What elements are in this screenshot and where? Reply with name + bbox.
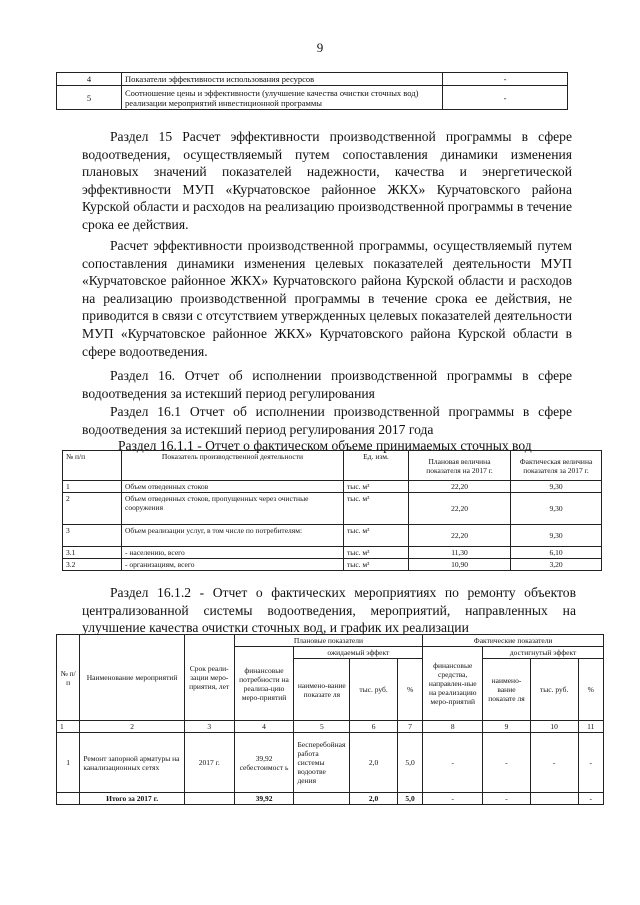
table-cell (184, 793, 234, 805)
header-cell: Плановые показатели (234, 635, 423, 647)
table-cell: 9,30 (511, 481, 602, 493)
table-row (57, 733, 604, 793)
table-cell: 6,10 (511, 547, 602, 559)
table-cell: - (530, 733, 578, 793)
table-cell: - (423, 793, 483, 805)
table-cell: Объем отведенных стоков, пропущенных через очистные сооружения (122, 493, 344, 525)
header-cell: финансовые потребности на реализа-цию меро-приятий (234, 647, 294, 721)
table-cell: 11,30 (409, 547, 511, 559)
table-cell: 3.1 (63, 547, 122, 559)
table-cell: 39,92 себестоимост ь (234, 733, 294, 793)
table-cell: 2 (63, 493, 122, 525)
table-cell (57, 793, 80, 805)
table-cell: 9 (483, 721, 531, 733)
table-cell: - населению, всего (122, 547, 344, 559)
header-cell: наимено-вание показате ля (294, 659, 350, 721)
header-cell: тыс. руб. (530, 659, 578, 721)
table-cell: 2,0 (350, 733, 398, 793)
table-cell: 22,20 (409, 481, 511, 493)
table-cell: тыс. м³ (344, 547, 409, 559)
table-cell: Ремонт запорной арматуры на канализационных сетях (80, 733, 185, 793)
table-cell: 1 (57, 733, 80, 793)
table-cell: 11 (578, 721, 603, 733)
table-cell: 1 (63, 481, 122, 493)
table-cell (530, 793, 578, 805)
table-cell: 4 (57, 73, 122, 86)
table-cell: тыс. м³ (344, 481, 409, 493)
header-cell: Плановая величина показателя на 2017 г. (409, 451, 511, 481)
header-cell: финансовые средства, направлен-ные на реализацию меро-приятий (423, 647, 483, 721)
table-cell: Показатели эффективности использования ресурсов (122, 73, 443, 86)
table-row (63, 481, 602, 493)
table-cell: 39,92 (234, 793, 294, 805)
table-cell: 3,20 (511, 559, 602, 571)
wastewater-volume-table (62, 450, 602, 571)
table-cell: тыс. м³ (344, 525, 409, 547)
table-row (57, 73, 568, 86)
section-16-1-1-heading: Раздел 16.1.1 - Отчет о фактическом объеме принимаемых сточных вод (118, 438, 532, 453)
table-cell: - (423, 733, 483, 793)
header-cell: Ед. изм. (344, 451, 409, 481)
table-cell: 5 (57, 86, 122, 110)
table-cell (294, 793, 350, 805)
table-cell: - (578, 733, 603, 793)
header-cell: Наименование мероприятий (80, 635, 185, 721)
table-cell: 2 (80, 721, 185, 733)
header-cell: % (578, 659, 603, 721)
header-cell: % (397, 659, 422, 721)
section-16-heading: Раздел 16. Отчет об исполнении производственной программы в сфере водоотведения за истекший период регулирования (82, 368, 572, 401)
indicators-table (56, 72, 568, 110)
table-cell: Итого за 2017 г. (80, 793, 185, 805)
table-row (63, 525, 602, 547)
table-cell: Бесперебойная работа системы водоотве дения (294, 733, 350, 793)
table-cell: тыс. м³ (344, 493, 409, 525)
table-cell: 5,0 (397, 733, 422, 793)
table-cell: тыс. м³ (344, 559, 409, 571)
header-cell: наимено-вание показате ля (483, 659, 531, 721)
table-cell: 5,0 (397, 793, 422, 805)
table-cell: 22,20 (409, 525, 511, 547)
header-cell: № п/п (57, 635, 80, 721)
table-cell: 3 (184, 721, 234, 733)
header-cell: ожидаемый эффект (294, 647, 423, 659)
table-cell: - (443, 73, 568, 86)
table-cell: Соотношение цены и эффективности (улучшение качества очистки сточных вод) реализации мероприятий инвестиционной программы (122, 86, 443, 110)
section-15-heading: Раздел 15 Расчет эффективности производственной программы в сфере водоотведения, осуществляемый путем сопоставления динамики изменения плановых значений показателей надежности, качества и энергетической эффективности МУП «Курчатовское районное ЖКХ» Курчатовского района Курской области и расходов на реализацию производственной программы в течение срока ее действия. (82, 129, 572, 232)
section-16-1-heading: Раздел 16.1 Отчет об исполнении производственной программы в сфере водоотведения за истекший период регулирования 2017 года (82, 404, 572, 437)
table-row (63, 493, 602, 525)
table-cell: Объем отведенных стоков (122, 481, 344, 493)
table-cell: 2017 г. (184, 733, 234, 793)
table-row (63, 559, 602, 571)
table-cell: 22,20 (409, 493, 511, 525)
table-cell: 10,90 (409, 559, 511, 571)
table-cell: 10 (530, 721, 578, 733)
table-total-row (57, 793, 604, 805)
table-cell: - (483, 733, 531, 793)
table-cell: 1 (57, 721, 80, 733)
table-cell: - (483, 793, 531, 805)
table-cell: 3 (63, 525, 122, 547)
table-cell: Объем реализации услуг, в том числе по потребителям: (122, 525, 344, 547)
section-15-body: Расчет эффективности производственной программы, осуществляемый путем сопоставления динамики изменения целевых показателей деятельности МУП «Курчатовское районное ЖКХ» Курчатовского района Курской области и расходов на реализацию производственной программы в течение срока ее действия, не приводится в связи с отсутствием утвержденных целевых показателей деятельности МУП «Курчатовское районное ЖКХ» Курчатовского района Курской области в сфере водоотведения. (82, 238, 572, 359)
header-cell: достигнутый эффект (483, 647, 604, 659)
table-cell: 9,30 (511, 525, 602, 547)
header-cell: Показатель производственной деятельности (122, 451, 344, 481)
table-cell: 2,0 (350, 793, 398, 805)
table-row (57, 86, 568, 110)
table-cell: 5 (294, 721, 350, 733)
table-header-row (63, 451, 602, 481)
table-cell: 7 (397, 721, 422, 733)
column-number-row (57, 721, 604, 733)
table-row (63, 547, 602, 559)
table-cell: 4 (234, 721, 294, 733)
table-cell: - (443, 86, 568, 110)
page-number: 9 (316, 40, 324, 55)
header-cell: № п/п (63, 451, 122, 481)
header-cell: тыс. руб. (350, 659, 398, 721)
table-cell: 8 (423, 721, 483, 733)
table-cell: 3.2 (63, 559, 122, 571)
table-cell: - организациям, всего (122, 559, 344, 571)
repair-events-table (56, 634, 604, 805)
table-header-row (57, 635, 604, 647)
header-cell: Фактическая величина показателя за 2017 г. (511, 451, 602, 481)
header-cell: Срок реали-зации меро-приятия, лет (184, 635, 234, 721)
header-cell: Фактические показатели (423, 635, 604, 647)
section-16-1-2-heading: Раздел 16.1.2 - Отчет о фактических мероприятиях по ремонту объектов централизованной системы водоотведения, мероприятий, направленных на улучшение качества очистки сточных вод, и график их реализации (82, 585, 576, 636)
table-cell: 9,30 (511, 493, 602, 525)
table-cell: - (578, 793, 603, 805)
table-cell: 6 (350, 721, 398, 733)
